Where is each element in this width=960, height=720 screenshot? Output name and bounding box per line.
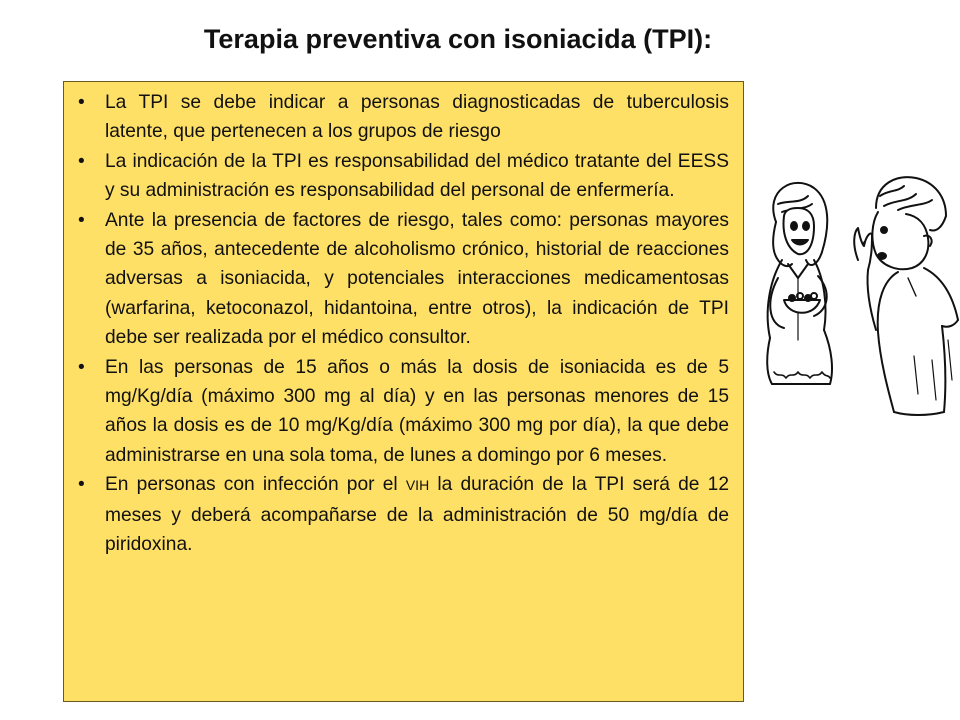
- nurse-patient-illustration: [748, 160, 960, 432]
- list-item: [78, 147, 729, 206]
- bullet-list: [78, 88, 729, 560]
- list-item: [78, 206, 729, 353]
- page-title: Terapia preventiva con isoniacida (TPI):: [203, 24, 713, 54]
- list-item-text-end: la duración de la TPI será de 12 meses y deberá acompañarse de la administración de 50 mg/día de piridoxina.: [105, 474, 729, 556]
- bullet-marker: •: [78, 150, 85, 172]
- list-item-text: En las personas de 15 años o más la dosis de isoniacida es de 5 mg/Kg/día (máximo 300 mg al día) y en las personas menores de 15 años la dosis es de 10 mg/Kg/día (máximo 300 mg por día), la que debe administrarse en una sola toma, de lunes a domingo por 6 meses.: [105, 356, 729, 466]
- list-item: [78, 470, 729, 559]
- list-item: [78, 88, 729, 147]
- vih-abbreviation: VIH: [405, 477, 430, 494]
- bullet-marker: •: [78, 474, 85, 496]
- nurse-figure: [767, 183, 832, 384]
- bullet-marker: •: [78, 92, 85, 113]
- list-item-text: Ante la presencia de factores de riesgo, tales como: personas mayores de 35 años, antecedente de alcoholismo crónico, historial de reacciones adversas a isoniacida, y potenciales interacciones medicamentosas (warfarina, ketoconazol, hidantoina, entre otros), la indicación de TPI debe ser realizada por el médico consultor.: [105, 209, 729, 349]
- list-item-text: La TPI se debe indicar a personas diagnosticadas de tuberculosis latente, que pertenecen a los grupos de riesgo: [105, 92, 729, 143]
- list-item-text: La indicación de la TPI es responsabilidad del médico tratante del EESS y su administración es responsabilidad del personal de enfermería.: [105, 150, 729, 202]
- list-item: [78, 353, 729, 471]
- bullet-marker: •: [78, 209, 85, 231]
- list-item-text-start: En personas con infección por el: [105, 474, 406, 496]
- content-box: [63, 81, 744, 702]
- patient-figure: [854, 177, 958, 415]
- bullet-marker: •: [78, 356, 85, 378]
